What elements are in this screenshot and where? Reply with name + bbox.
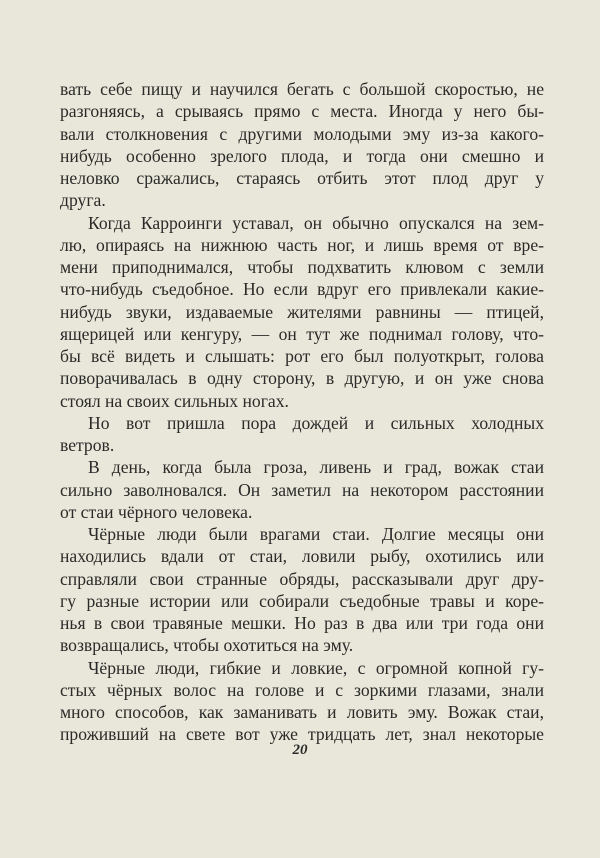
text-line: поворачивалась в одну сторону, в другую, и он уже снова	[60, 368, 544, 389]
text-line: Чёрные люди, гибкие и ловкие, с огромной копной гу-	[88, 657, 544, 678]
text-line: Чёрные люди были врагами стаи. Долгие месяцы они	[88, 524, 544, 544]
text-line: стоял на своих сильных ногах.	[60, 390, 289, 411]
text-line: нибудь особенно зрелого плода, и тогда они смешно и	[60, 145, 544, 166]
text-line: бы всё видеть и слышать: рот его был полуоткрыт, голова	[60, 346, 544, 366]
page-body-text	[60, 78, 544, 746]
text-line: неловко сражались, стараясь отбить этот плод друг у	[60, 168, 544, 188]
text-line: стых чёрных волос на голове и с зоркими глазами, знали	[60, 679, 544, 700]
text-line: вали столкновения с другими молодыми эму из-за какого-	[60, 123, 544, 144]
text-line: друга.	[60, 190, 106, 211]
text-line: что-нибудь съедобное. Но если вдруг его привлекали какие-	[60, 279, 544, 300]
text-line: от стаи чёрного человека.	[60, 501, 253, 522]
text-line: ящерицей или кенгуру, — он тут же поднимал голову, что-	[60, 323, 544, 344]
text-line: находились вдали от стаи, ловили рыбу, охотились или	[60, 546, 544, 567]
text-line: много способов, как заманивать и ловить эму. Вожак стаи,	[60, 702, 544, 722]
text-line: нибудь звуки, издаваемые жителями равнины — птицей,	[60, 301, 544, 322]
text-line: разгоняясь, а срываясь прямо с места. Иногда у него бы-	[60, 101, 544, 122]
text-line: нья в свои травяные мешки. Но раз в два или три года они	[60, 613, 544, 633]
text-line: ветров.	[60, 435, 115, 455]
text-line: сильно заволновался. Он заметил на некотором расстоянии	[60, 479, 544, 500]
text-line: возвращались, чтобы охотиться на эму.	[60, 635, 354, 656]
text-line: Но вот пришла пора дождей и сильных холодных	[88, 412, 544, 433]
text-line: мени приподнимался, чтобы подхватить клювом с земли	[60, 257, 544, 277]
text-line: Когда Карроинги уставал, он обычно опускался на зем-	[88, 212, 544, 233]
page-number: 20	[292, 742, 308, 758]
text-line: лю, опираясь на нижнюю часть ног, и лишь время от вре-	[60, 234, 544, 255]
text-line: гу разные истории или собирали съедобные травы и коре-	[60, 590, 544, 611]
text-line: В день, когда была гроза, ливень и град, вожак стаи	[88, 457, 544, 478]
text-line: вать себе пищу и научился бегать с большой скоростью, не	[60, 79, 544, 99]
text-line: справляли свои странные обряды, рассказывали друг дру-	[60, 568, 544, 589]
text-line: проживший на свете вот уже тридцать лет, знал некоторые	[60, 724, 544, 745]
